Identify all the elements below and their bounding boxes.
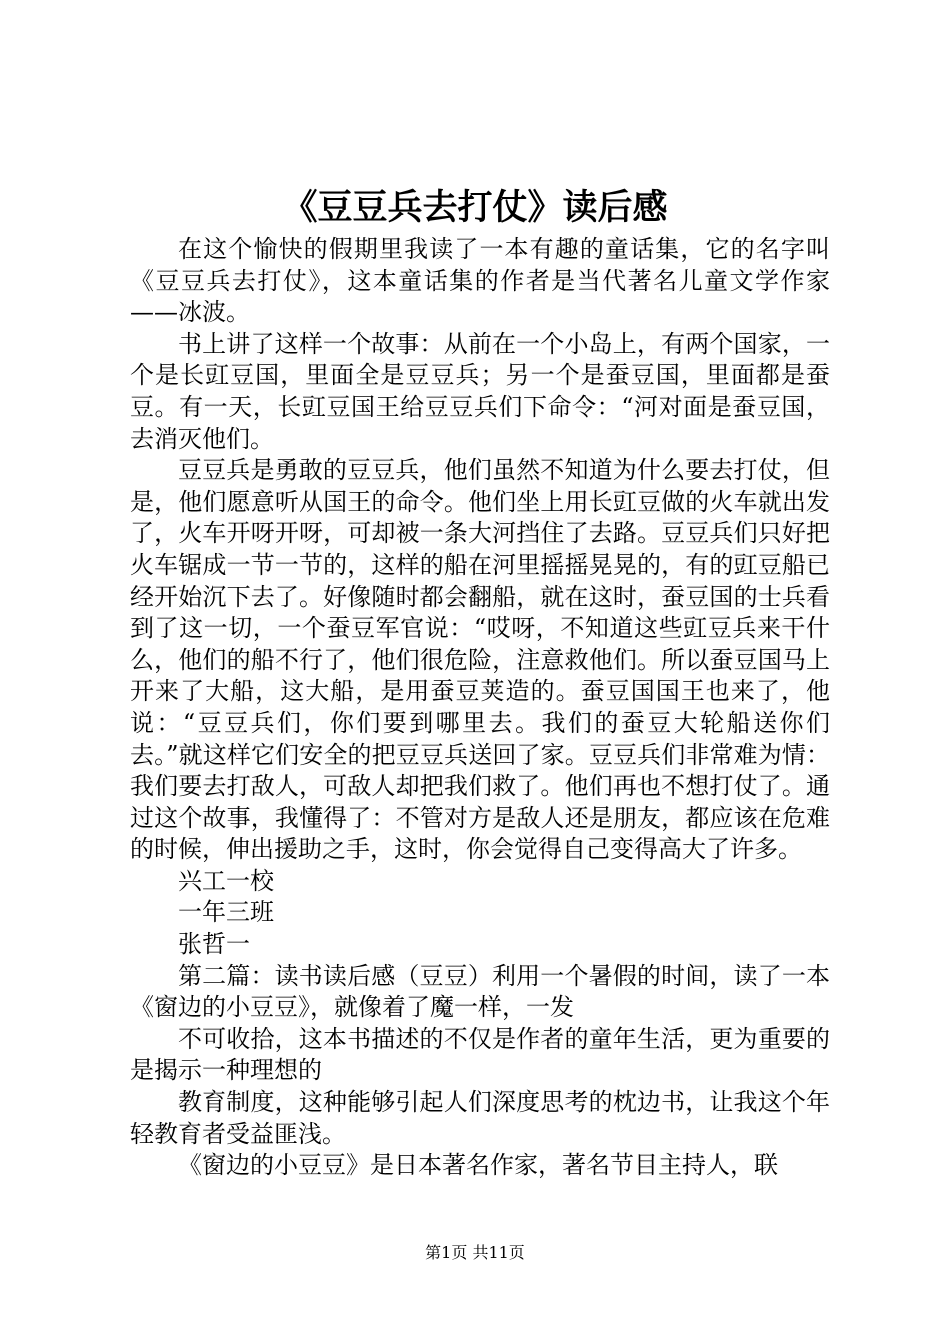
- paragraph-intro: 在这个愉快的假期里我读了一本有趣的童话集，它的名字叫《豆豆兵去打仗》，这本童话集的作者是当代著名儿童文学作家——冰波。: [130, 235, 830, 327]
- document-body: [130, 234, 830, 1182]
- page-number-footer: 第1页 共11页: [425, 1243, 525, 1262]
- paragraph-story-main: 豆豆兵是勇敢的豆豆兵，他们虽然不知道为什么要去打仗，但是，他们愿意听从国王的命令。他们坐上用长豇豆做的火车就出发了，火车开呀开呀，可却被一条大河挡住了去路。豆豆兵们只好把火车锯成一节一节的，这样的船在河里摇摇晃晃的，有的豇豆船已经开始沉下去了。好像随时都会翻船，就在这时，蚕豆国的士兵看到了这一切，一个蚕豆军官说：“哎呀，不知道这些豇豆兵来干什么，他们的船不行了，他们很危险，注意救他们。所以蚕豆国马上开来了大船，这大船，是用蚕豆荚造的。蚕豆国国王也来了，他说：“豆豆兵们，你们要到哪里去。我们的蚕豆大轮船送你们去。”就这样它们安全的把豆豆兵送回了家。豆豆兵们非常难为情：我们要去打敌人，可敌人却把我们救了。他们再也不想打仗了。通过这个故事，我懂得了：不管对方是敌人还是朋友，都应该在危难的时候，伸出援助之手，这时，你会觉得自己变得高大了许多。: [130, 456, 830, 864]
- signature-school: 兴工一校: [178, 866, 274, 895]
- paragraph-second-essay-start: 第二篇：读书读后感（豆豆）利用一个暑假的时间，读了一本《窗边的小豆豆》，就像着了魔一样，一发: [130, 961, 830, 1022]
- paragraph-second-essay-cont-1: 不可收拾，这本书描述的不仅是作者的童年生活，更为重要的是揭示一种理想的: [130, 1024, 830, 1085]
- paragraph-second-essay-cont-2: 教育制度，这种能够引起人们深度思考的枕边书，让我这个年轻教育者受益匪浅。: [130, 1088, 830, 1148]
- document-title: 《豆豆兵去打仗》读后感: [282, 187, 668, 228]
- paragraph-second-essay-cont-3: 《窗边的小豆豆》是日本著名作家，著名节目主持人，联: [178, 1151, 778, 1180]
- signature-class: 一年三班: [178, 898, 274, 927]
- signature-author: 张哲一: [178, 930, 250, 959]
- paragraph-story-setup: 书上讲了这样一个故事：从前在一个小岛上，有两个国家，一个是长豇豆国，里面全是豆豆兵；另一个是蚕豆国，里面都是蚕豆。有一天，长豇豆国王给豆豆兵们下命令：“河对面是蚕豆国，去消灭他们。: [130, 329, 830, 453]
